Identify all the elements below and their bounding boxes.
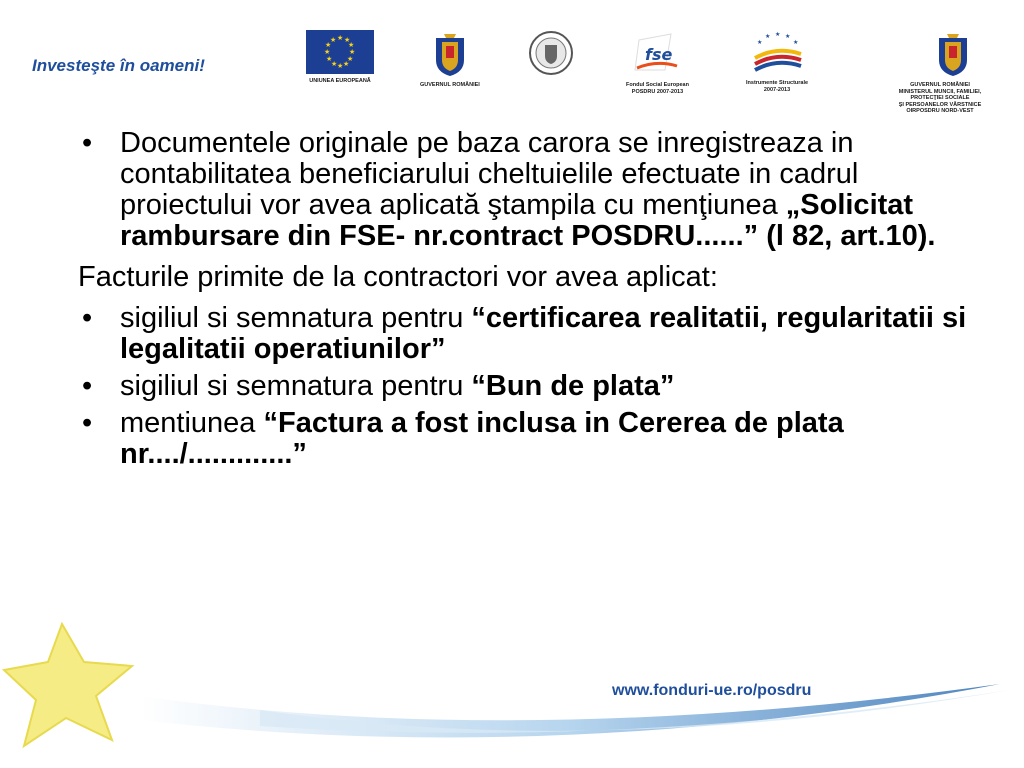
- bullet-icon: •: [82, 302, 93, 334]
- list-item: [78, 303, 978, 365]
- svg-text:★: ★: [344, 36, 351, 44]
- logo-caption: Fondul Social European POSDRU 2007-2013: [626, 82, 689, 95]
- romanian-government-logo: [420, 30, 480, 89]
- structural-instruments-logo: [746, 30, 808, 93]
- svg-text:★: ★: [326, 55, 333, 63]
- slide-body: [78, 128, 978, 476]
- list-item: [78, 408, 978, 470]
- logo-caption: Instrumente Structurale 2007-2013: [746, 80, 809, 93]
- bullet-text: sigiliul si semnatura pentru: [120, 370, 472, 402]
- bullet-text: mentiunea: [120, 407, 264, 439]
- bullet-emphasis: „Solicitat rambursare din FSE- nr.contract POSDRU......” (l 82, art.10).: [120, 189, 936, 252]
- ministry-seal-logo: [528, 30, 574, 76]
- eu-logo: [306, 30, 374, 85]
- footer-swoosh: [0, 600, 1024, 768]
- svg-text:★: ★: [324, 48, 331, 56]
- svg-text:★: ★: [775, 31, 781, 38]
- list-item: [78, 371, 978, 402]
- coat-of-arms-icon: [933, 30, 973, 78]
- ministry-labour-logo: [898, 30, 986, 115]
- logo-caption: UNIUNEA EUROPEANĂ: [309, 78, 371, 84]
- svg-text:★: ★: [348, 41, 355, 49]
- svg-text:★: ★: [337, 62, 344, 70]
- fse-logo-icon: [631, 30, 683, 78]
- logo-caption: GUVERNUL ROMÂNIEI: [420, 82, 480, 88]
- svg-text:★: ★: [331, 60, 338, 68]
- bullet-icon: •: [82, 370, 93, 402]
- bullet-text: sigiliul si semnatura pentru: [120, 302, 472, 334]
- intro-text: Facturile primite de la contractori vor avea aplicat:: [78, 261, 718, 293]
- bullet-icon: •: [82, 407, 93, 439]
- svg-text:★: ★: [347, 55, 354, 63]
- eu-flag-icon: [306, 30, 374, 74]
- svg-text:fse: fse: [645, 45, 673, 64]
- bullet-emphasis: “certificarea realitatii, regularitatii si legalitatii operatiunilor”: [120, 302, 967, 365]
- bullet-text: Documentele originale pe baza carora se inregistreaza in contabilitatea beneficiarului cheltuielile efectuate in cadrul proiectului vor avea aplicată ştampila cu menţiunea: [120, 127, 859, 221]
- svg-text:★: ★: [785, 33, 791, 40]
- svg-text:★: ★: [343, 60, 350, 68]
- structural-instruments-icon: [747, 30, 807, 76]
- svg-text:★: ★: [330, 36, 337, 44]
- svg-text:★: ★: [337, 34, 344, 42]
- bullet-emphasis: “Bun de plata”: [471, 370, 675, 402]
- slogan: Investeşte în oameni!: [32, 56, 205, 75]
- coat-of-arms-icon: [430, 30, 470, 78]
- logo-caption: GUVERNUL ROMÂNIEI MINISTERUL MUNCII, FAMILIEI, PROTECŢIEI SOCIALE ŞI PERSOANELOR VÂRSTNICE OIRPOSDRU NORD-VEST: [898, 82, 982, 114]
- bullet-icon: •: [82, 127, 93, 159]
- svg-text:★: ★: [757, 39, 763, 46]
- website-link[interactable]: www.fonduri-ue.ro/posdru: [612, 682, 812, 699]
- ministry-seal-icon: [528, 30, 574, 76]
- fse-logo: [626, 30, 689, 95]
- svg-text:★: ★: [325, 41, 332, 49]
- svg-text:★: ★: [765, 33, 771, 40]
- star-decoration-icon: [4, 624, 132, 746]
- svg-text:★: ★: [793, 39, 799, 46]
- list-item: [78, 128, 978, 252]
- svg-text:★: ★: [349, 48, 356, 56]
- bullet-emphasis: “Factura a fost inclusa in Cererea de plata nr..../.............”: [120, 407, 844, 470]
